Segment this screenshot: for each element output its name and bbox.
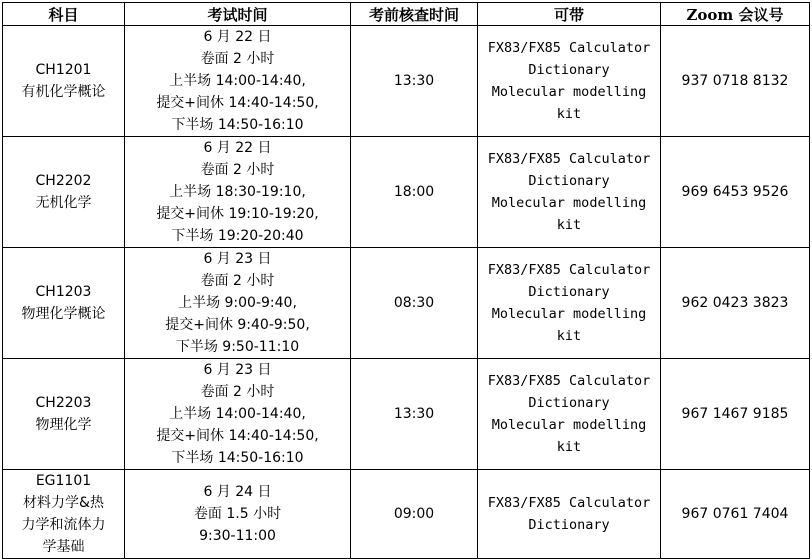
exam-second-half: 下半场 14:50-16:10 [171,117,304,133]
table-row [3,137,810,248]
allowed-item: kit [556,217,582,233]
exam-second-half: 下半场 9:50-11:10 [175,339,300,355]
allowed-item: Molecular modelling [491,84,647,100]
exam-date: 6 月 22 日 [203,29,272,45]
subject-cell [3,248,125,359]
check-time-cell: 09:00 [351,470,478,559]
exam-duration: 卷面 2 小时 [200,51,275,67]
exam-time-cell [125,137,351,248]
exam-date: 6 月 22 日 [203,140,272,156]
table-row [3,359,810,470]
subject-cell [3,26,125,137]
exam-first-half: 上半场 14:00-14:40, [169,406,306,422]
subject-name: 学基础 [42,539,85,555]
subject-code: CH2203 [35,395,92,411]
zoom-id-cell: 962 0423 3823 [661,248,810,359]
exam-duration: 卷面 2 小时 [200,384,275,400]
header-allowed-items: 可带 [478,3,661,26]
allowed-item: FX83/FX85 Calculator [487,151,651,167]
exam-duration: 卷面 2 小时 [200,273,275,289]
allowed-item: kit [556,439,582,455]
subject-code: CH1203 [35,284,92,300]
check-time-cell: 18:00 [351,137,478,248]
allowed-item: Dictionary [528,284,610,300]
exam-break: 提交+间休 19:10-19:20, [156,206,319,222]
allowed-item: FX83/FX85 Calculator [487,495,651,511]
allowed-item: kit [556,106,582,122]
subject-name: 无机化学 [35,195,92,211]
allowed-item: FX83/FX85 Calculator [487,40,651,56]
allowed-item: Dictionary [528,395,610,411]
allowed-items-cell [478,137,661,248]
exam-date: 6 月 23 日 [203,362,272,378]
check-time-cell: 08:30 [351,248,478,359]
subject-cell [3,470,125,559]
subject-name: 有机化学概论 [21,84,106,100]
allowed-items-cell [478,470,661,559]
subject-code: CH2202 [35,173,92,189]
zoom-id-cell: 967 0761 7404 [661,470,810,559]
allowed-item: Molecular modelling [491,306,647,322]
exam-time-cell [125,248,351,359]
exam-time-cell [125,359,351,470]
allowed-item: kit [556,328,582,344]
header-zoom-id: Zoom 会议号 [661,3,810,26]
exam-duration: 卷面 2 小时 [200,162,275,178]
allowed-items-cell [478,359,661,470]
exam-break: 提交+间休 14:40-14:50, [156,95,319,111]
exam-break: 提交+间休 14:40-14:50, [156,428,319,444]
zoom-id-cell: 969 6453 9526 [661,137,810,248]
exam-second-half: 下半场 14:50-16:10 [171,450,304,466]
header-subject: 科目 [3,3,125,26]
exam-time-cell [125,470,351,559]
table-row [3,26,810,137]
zoom-id-cell: 967 1467 9185 [661,359,810,470]
allowed-item: Dictionary [528,62,610,78]
check-time-cell: 13:30 [351,26,478,137]
exam-first-half: 上半场 14:00-14:40, [169,73,306,89]
allowed-items-cell [478,26,661,137]
subject-name: 材料力学&热 [23,495,104,511]
subject-name: 物理化学概论 [21,306,106,322]
allowed-item: FX83/FX85 Calculator [487,373,651,389]
allowed-item: Molecular modelling [491,417,647,433]
header-check-time: 考前核查时间 [351,3,478,26]
exam-date: 6 月 23 日 [203,251,272,267]
allowed-item: Molecular modelling [491,195,647,211]
subject-name: 物理化学 [35,417,92,433]
allowed-item: FX83/FX85 Calculator [487,262,651,278]
subject-code: EG1101 [35,473,92,489]
allowed-items-cell [478,248,661,359]
exam-schedule-table [2,2,810,559]
table-row [3,470,810,559]
subject-name: 力学和流体力 [21,517,106,533]
allowed-item: Dictionary [528,517,610,533]
header-exam-time: 考试时间 [125,3,351,26]
allowed-item: Dictionary [528,173,610,189]
exam-second-half: 下半场 19:20-20:40 [171,228,304,244]
subject-cell [3,137,125,248]
subject-code: CH1201 [35,62,92,78]
exam-time-cell [125,26,351,137]
exam-first-half: 上半场 18:30-19:10, [169,184,306,200]
table-row [3,248,810,359]
exam-time-range: 9:30-11:00 [199,528,276,544]
exam-duration: 卷面 1.5 小时 [193,506,282,522]
check-time-cell: 13:30 [351,359,478,470]
exam-first-half: 上半场 9:00-9:40, [178,295,297,311]
zoom-id-cell: 937 0718 8132 [661,26,810,137]
header-row [3,3,810,26]
subject-cell [3,359,125,470]
exam-date: 6 月 24 日 [203,484,272,500]
exam-break: 提交+间休 9:40-9:50, [165,317,310,333]
